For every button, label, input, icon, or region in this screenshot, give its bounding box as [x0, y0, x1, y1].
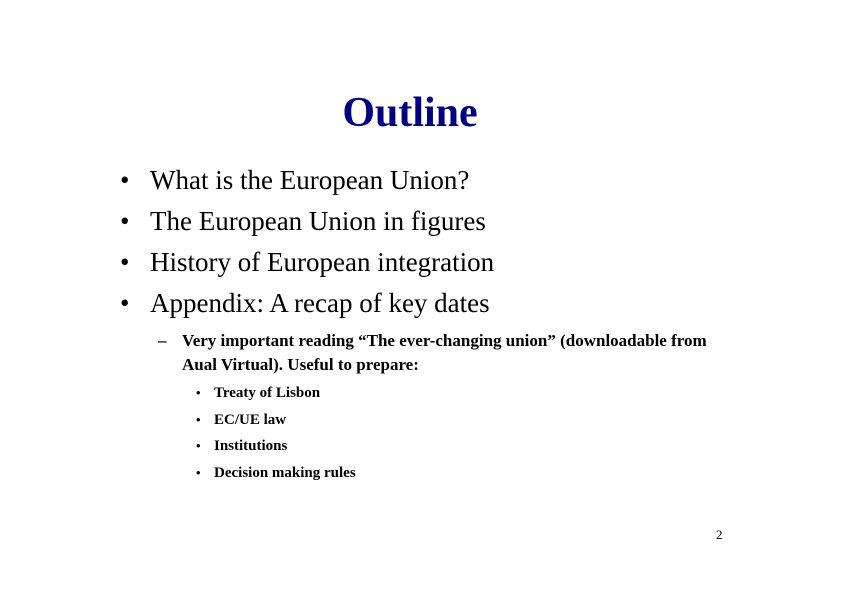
topic-marker: •: [196, 464, 201, 480]
bullet-marker: •: [120, 247, 130, 277]
topic-list: [196, 380, 356, 486]
bullet-item: [120, 283, 494, 324]
bullet-item: [120, 160, 494, 201]
sub-bullet-list: [158, 329, 738, 377]
topic-text: Decision making rules: [214, 464, 356, 481]
main-bullet-list: [120, 160, 494, 324]
sub-bullet-item: [158, 329, 738, 377]
bullet-text: History of European integration: [150, 247, 495, 277]
bullet-item: [120, 242, 494, 283]
bullet-marker: •: [120, 288, 130, 318]
bullet-marker: •: [120, 165, 130, 195]
topic-item: [196, 380, 356, 407]
bullet-marker: •: [120, 206, 130, 236]
dash-marker: –: [158, 331, 167, 350]
topic-item: [196, 407, 356, 434]
topic-marker: •: [196, 438, 201, 453]
topic-marker: •: [196, 385, 201, 400]
topic-text: Institutions: [214, 438, 288, 454]
slide-title: Outline: [342, 90, 478, 136]
topic-marker: •: [196, 411, 201, 427]
page-number: 2: [716, 527, 723, 542]
topic-item: [196, 433, 356, 460]
bullet-text: Appendix: A recap of key dates: [150, 288, 490, 318]
bullet-text: What is the European Union?: [150, 165, 470, 195]
bullet-item: [120, 201, 494, 242]
topic-text: EC/UE law: [214, 411, 287, 428]
sub-bullet-text: Very important reading “The ever-changing union” (downloadable from Aual Virtual). Useful to prepare:: [182, 331, 707, 374]
topic-item: [196, 460, 356, 487]
bullet-text: The European Union in figures: [150, 206, 486, 236]
topic-text: Treaty of Lisbon: [214, 385, 321, 401]
